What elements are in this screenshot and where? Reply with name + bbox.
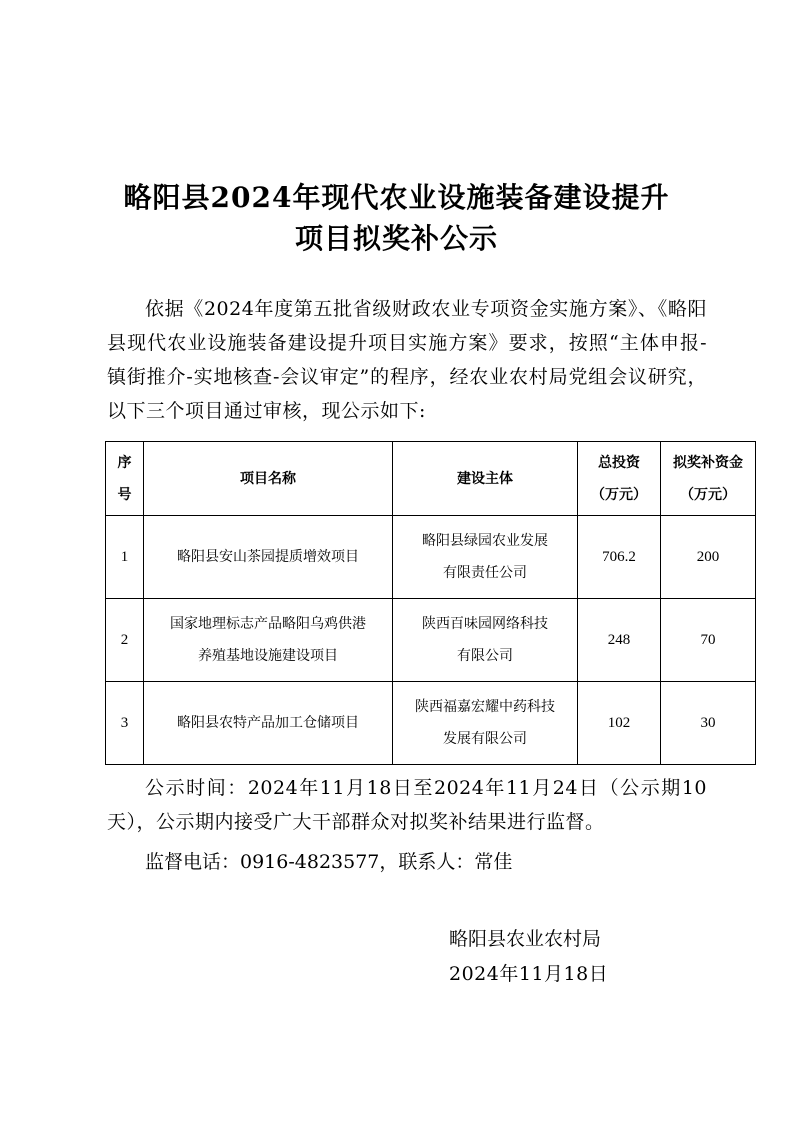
intro-paragraph: 依据《2024年度第五批省级财政农业专项资金实施方案》、《略阳县现代农业设施装备建设提升项目实施方案》要求，按照“主体申报-镇街推介-实地核查-会议审定”的程序，经农业农村局党组会议研究，以下三个项目通过审核，现公示如下: xyxy=(107,298,707,422)
row-no: 3 xyxy=(106,682,144,765)
signature-date: 2024年11月18日 xyxy=(449,963,609,985)
header-entity: 建设主体 xyxy=(393,442,578,516)
row-project-name: 国家地理标志产品略阳乌鸡供港 养殖基地设施建设项目 xyxy=(144,599,393,682)
document-title-line1: 略阳县2024年现代农业设施装备建设提升 xyxy=(123,181,670,214)
signature-organization: 略阳县农业农村局 xyxy=(449,928,602,950)
row-no: 1 xyxy=(106,516,144,599)
header-investment: 总投资 （万元） xyxy=(578,442,661,516)
table-row xyxy=(106,516,756,599)
project-table xyxy=(105,441,756,765)
table-row xyxy=(106,599,756,682)
row-investment: 706.2 xyxy=(578,516,661,599)
row-project-name: 略阳县安山茶园提质增效项目 xyxy=(144,516,393,599)
table-row xyxy=(106,682,756,765)
row-project-name: 略阳县农特产品加工仓储项目 xyxy=(144,682,393,765)
table-header-row xyxy=(106,442,756,516)
header-subsidy: 拟奖补资金 （万元） xyxy=(661,442,756,516)
row-investment: 102 xyxy=(578,682,661,765)
row-entity: 略阳县绿园农业发展 有限责任公司 xyxy=(393,516,578,599)
row-entity: 陕西百味园网络科技 有限公司 xyxy=(393,599,578,682)
row-investment: 248 xyxy=(578,599,661,682)
notice-period-paragraph: 公示时间：2024年11月18日至2024年11月24日（公示期10天），公示期内接受广大干部群众对拟奖补结果进行监督。 xyxy=(107,777,707,833)
row-subsidy: 200 xyxy=(661,516,756,599)
row-no: 2 xyxy=(106,599,144,682)
header-project-name: 项目名称 xyxy=(144,442,393,516)
row-subsidy: 30 xyxy=(661,682,756,765)
row-entity: 陕西福嘉宏耀中药科技 发展有限公司 xyxy=(393,682,578,765)
row-subsidy: 70 xyxy=(661,599,756,682)
document-title-line2: 项目拟奖补公示 xyxy=(294,222,498,255)
contact-paragraph: 监督电话：0916-4823577，联系人：常佳 xyxy=(145,851,513,873)
header-no: 序 号 xyxy=(106,442,144,516)
